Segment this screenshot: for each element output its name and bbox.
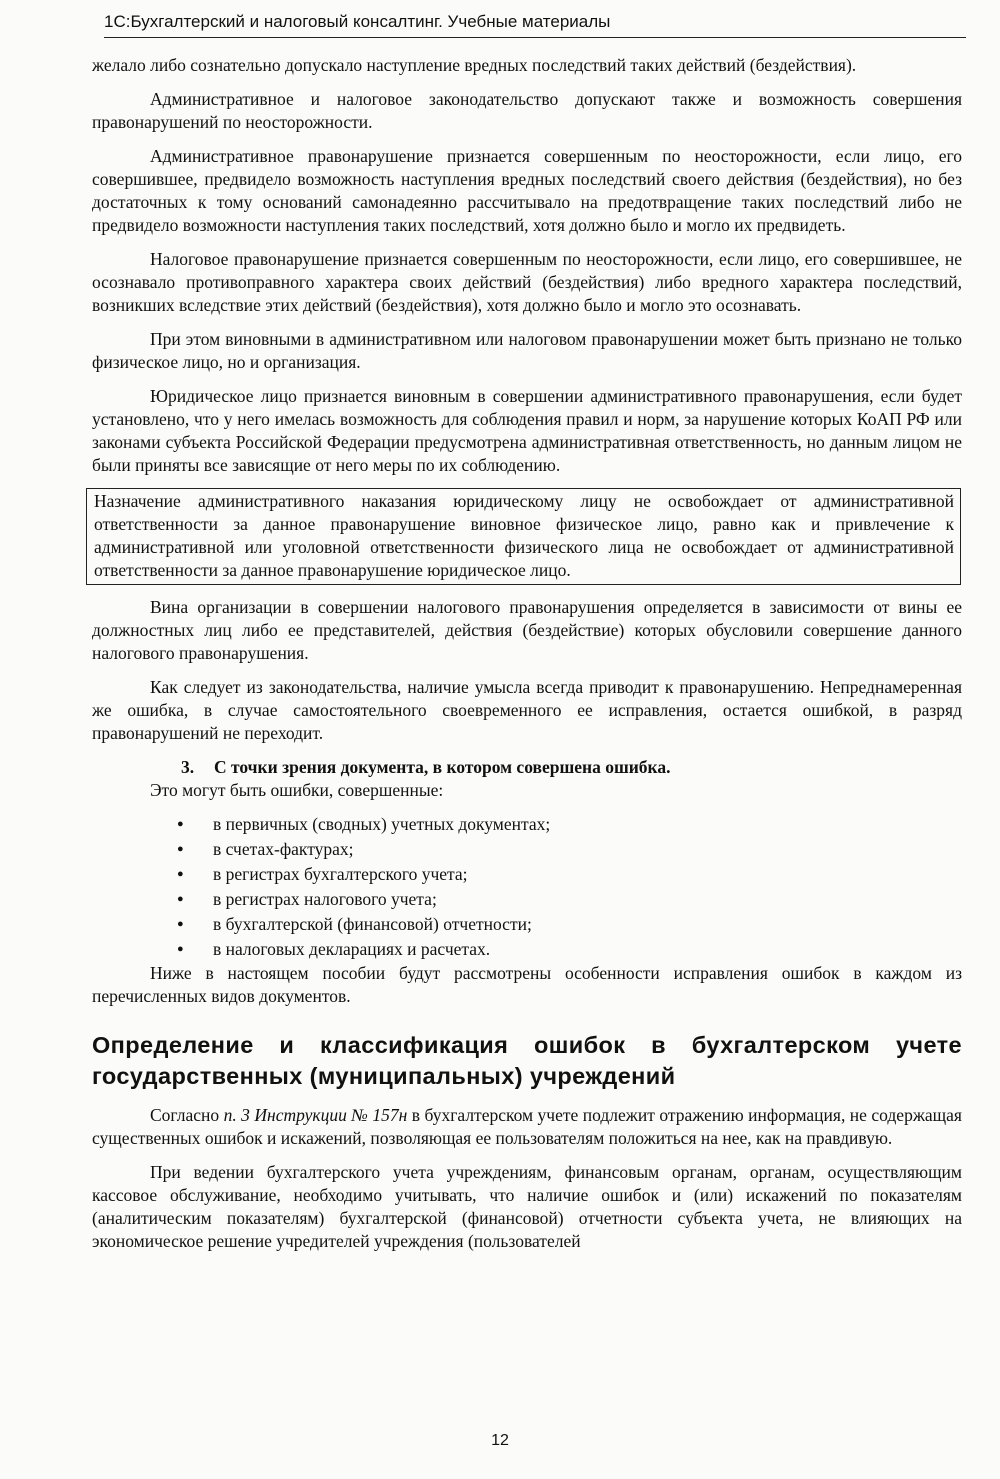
section-heading: Определение и классификация ошибок в бухгалтерском учете государственных (муниципальных) учреждений (92, 1032, 962, 1089)
numbered-heading-number: 3. (181, 757, 195, 777)
numbered-heading-text: С точки зрения документа, в котором совершена ошибка. (214, 757, 671, 777)
paragraph-4: Налоговое правонарушение признается совершенным по неосторожности, если лицо, его совершившее, не осознавало противоправного характера своих действий (бездействия) либо вредного характера последствий, возникших вследствие этих действий (бездействия), хотя должно было и могло это осознавать. (92, 249, 962, 315)
list-item: ● в регистрах бухгалтерского учета; (92, 862, 962, 887)
list-item: ● в регистрах налогового учета; (92, 887, 962, 912)
paragraph-1: желало либо сознательно допускало наступление вредных последствий таких действий (бездействия). (92, 55, 857, 75)
list-item: ● в налоговых декларациях и расчетах. (92, 937, 962, 962)
page-body (92, 54, 962, 1264)
list-item: ● в бухгалтерской (финансовой) отчетности; (92, 912, 962, 937)
paragraph-7: Вина организации в совершении налогового правонарушения определяется в зависимости от вины ее должностных лиц либо ее представителей, действия (бездействие) которых обусловили совершение данного налогового правонарушения. (92, 597, 962, 663)
paragraph-3: Административное правонарушение признается совершенным по неосторожности, если лицо, его совершившее, предвидело возможность наступления вредных последствий своего действия (бездействия), но без достаточных к тому оснований самонадеянно рассчитывало на предотвращение таких последствий либо не предвидело возможности наступления таких последствий, хотя должно было и могло их предвидеть. (92, 146, 962, 235)
boxed-note-text: Назначение административного наказания юридическому лицу не освобождает от административной ответственности за данное правонарушение виновное физическое лицо, равно как и привлечение к административной или уголовной ответственности физического лица не освобождает от административной ответственности за данное правонарушение юридическое лицо. (94, 491, 954, 580)
section-paragraph-1 (92, 1104, 962, 1150)
page-number: 12 (491, 1432, 509, 1449)
bullet-list (92, 812, 962, 962)
section-paragraph-2: При ведении бухгалтерского учета учреждениям, финансовым органам, органам, осуществляющим кассовое обслуживание, необходимо учитывать, что наличие ошибок и (или) искажений по показателям (аналитическим показателям) бухгалтерской (финансовой) отчетности субъекта учета, не влияющих на экономическое решение учредителей учреждения (пользователей (92, 1162, 962, 1251)
paragraph-6: Юридическое лицо признается виновным в совершении административного правонарушения, если будет установлено, что у него имелась возможность для соблюдения правил и норм, за нарушение которых КоАП РФ или законами субъекта Российской Федерации предусмотрена административная ответственность, но данным лицом не были приняты все зависящие от него меры по их соблюдению. (92, 386, 962, 475)
list-item: ● в первичных (сводных) учетных документах; (92, 812, 962, 837)
paragraph-8: Как следует из законодательства, наличие умысла всегда приводит к правонарушению. Непреднамеренная же ошибка, в случае самостоятельного своевременного ее исправления, остается ошибкой, в разряд правонарушений не переходит. (92, 677, 962, 743)
section-p1-before: Согласно (150, 1105, 224, 1125)
instruction-reference: п. 3 Инструкции № 157н (223, 1105, 408, 1125)
list-item: ● в счетах-фактурах; (92, 837, 962, 862)
list-outro: Ниже в настоящем пособии будут рассмотрены особенности исправления ошибок в каждом из перечисленных видов документов. (92, 963, 962, 1006)
numbered-heading (92, 756, 962, 779)
paragraph-5: При этом виновными в административном или налоговом правонарушении может быть признано не только физическое лицо, но и организация. (92, 329, 962, 372)
section-p1-after: в бухгалтерском учете подлежит отражению информация, не содержащая существенных ошибок и искажений, позволяющая ее пользователям положиться на нее, как на правдивую. (92, 1105, 962, 1148)
boxed-note (86, 488, 961, 585)
running-header (104, 12, 966, 38)
list-intro: Это могут быть ошибки, совершенные: (150, 780, 444, 800)
running-header-title: 1С:Бухгалтерский и налоговый консалтинг. Учебные материалы (104, 12, 611, 31)
paragraph-2: Административное и налоговое законодательство допускают также и возможность совершения правонарушений по неосторожности. (92, 89, 962, 132)
